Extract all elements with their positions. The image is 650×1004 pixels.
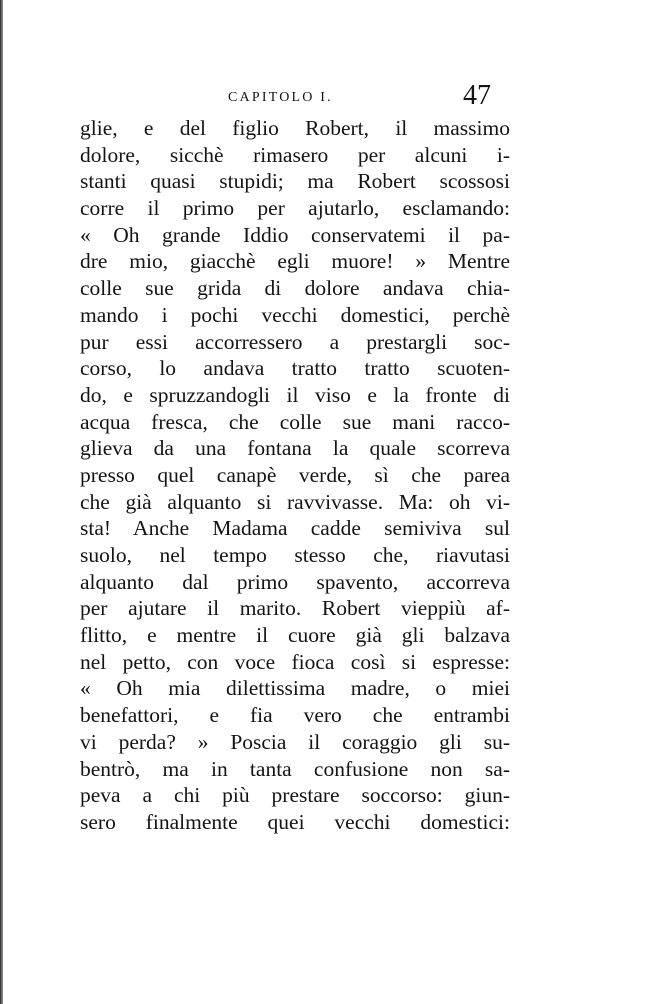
text-line: « Oh mia dilettissima madre, o miei [80, 676, 510, 701]
text-line: mando i pochi vecchi domestici, perchè [80, 302, 510, 327]
page-number: 47 [463, 80, 491, 111]
text-line: vi perda? » Poscia il coraggio gli su- [80, 729, 510, 754]
text-line: per ajutare il marito. Robert vieppiù af- [80, 596, 510, 621]
text-line: acqua fresca, che colle sue mani racco- [80, 409, 510, 434]
text-line: dre mio, giacchè egli muore! » Mentre [80, 249, 510, 274]
text-line: peva a chi più prestare soccorso: giun- [80, 783, 510, 808]
chapter-title: CAPITOLO I. [228, 90, 333, 105]
text-line: corre il primo per ajutarlo, esclamando: [80, 196, 510, 221]
text-line: sta! Anche Madama cadde semiviva sul [80, 516, 510, 541]
text-line: pur essi accorressero a prestargli soc- [80, 329, 510, 354]
text-line: flitto, e mentre il cuore già gli balzava [80, 623, 510, 648]
body-text [80, 115, 510, 836]
text-line: corso, lo andava tratto tratto scuoten- [80, 356, 510, 381]
text-line: alquanto dal primo spavento, accorreva [80, 569, 510, 594]
text-line: benefattori, e fia vero che entrambi [80, 703, 510, 728]
text-line: sero finalmente quei vecchi domestici: [80, 809, 510, 834]
text-line: glie, e del figlio Robert, il massimo [80, 116, 510, 140]
text-line: che già alquanto si ravvivasse. Ma: oh vi- [80, 489, 510, 514]
text-line: suolo, nel tempo stesso che, riavutasi [80, 543, 510, 567]
text-line: bentrò, ma in tanta confusione non sa- [80, 756, 510, 781]
text-line: nel petto, con voce fioca così si espresse: [80, 649, 510, 674]
text-line: colle sue grida di dolore andava chia- [80, 276, 510, 301]
text-line: « Oh grande Iddio conservatemi il pa- [80, 222, 510, 247]
text-line: dolore, sicchè rimasero per alcuni i- [80, 142, 510, 167]
text-line: stanti quasi stupidi; ma Robert scossosi [80, 169, 510, 194]
text-line: do, e spruzzandogli il viso e la fronte di [80, 382, 510, 407]
text-line: presso quel canapè verde, sì che parea [80, 462, 510, 487]
text-line: glieva da una fontana la quale scorreva [80, 436, 510, 461]
